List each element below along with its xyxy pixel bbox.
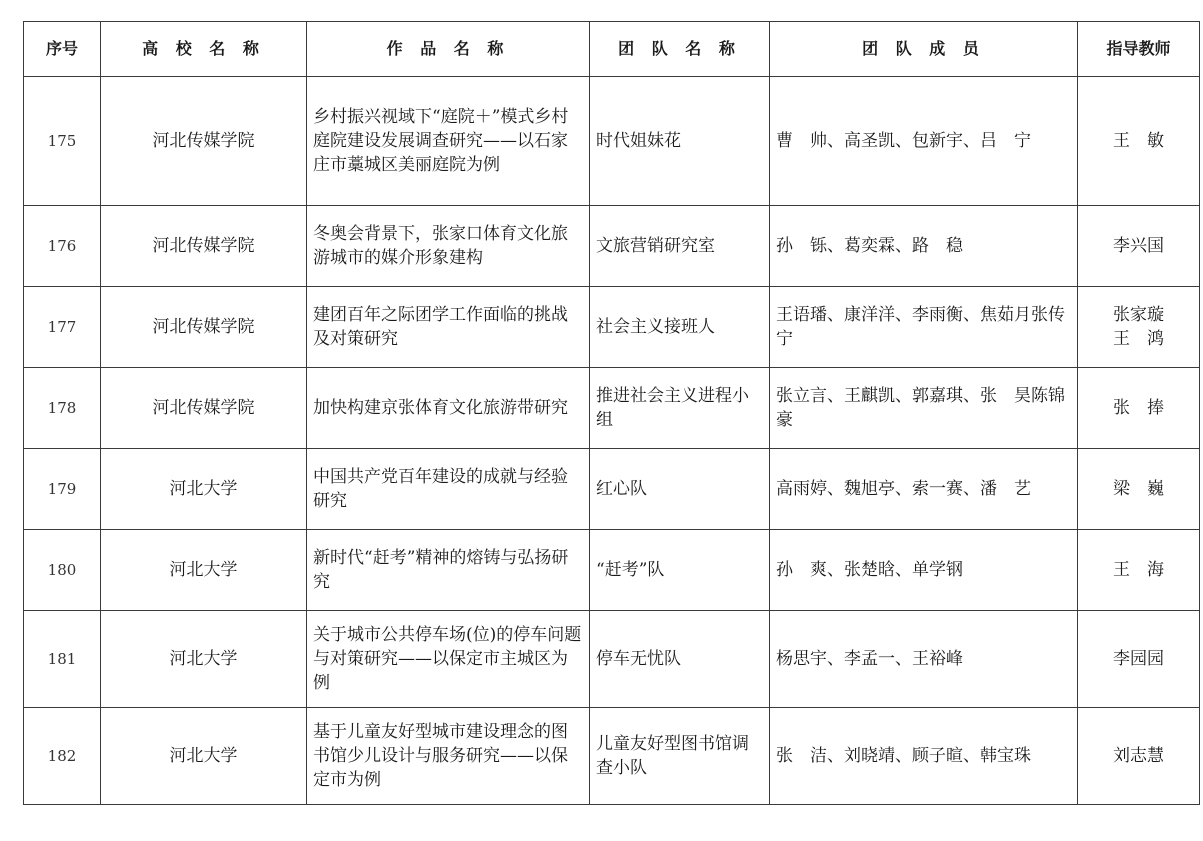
row-teacher xyxy=(1078,449,1200,530)
table-row xyxy=(24,287,1200,368)
table-row xyxy=(24,368,1200,449)
row-school: 河北大学 xyxy=(101,708,307,805)
header-row xyxy=(24,22,1200,77)
teacher-name: 梁 巍 xyxy=(1113,479,1164,499)
table-row xyxy=(24,708,1200,805)
row-work: 关于城市公共停车场(位)的停车问题与对策研究——以保定市主城区为例 xyxy=(307,611,590,708)
row-members: 张立言、王麒凯、郭嘉琪、张 昊陈锦豪 xyxy=(770,368,1078,449)
row-index: 178 xyxy=(24,368,101,449)
row-index: 175 xyxy=(24,77,101,206)
header-members: 团 队 成 员 xyxy=(770,22,1078,77)
row-index: 176 xyxy=(24,206,101,287)
row-members: 王语璠、康洋洋、李雨衡、焦茹月张传宁 xyxy=(770,287,1078,368)
teacher-name: 王 敏 xyxy=(1113,131,1164,151)
row-index: 180 xyxy=(24,530,101,611)
teacher-name: 张家璇 xyxy=(1113,305,1164,325)
row-index: 179 xyxy=(24,449,101,530)
row-work: 中国共产党百年建设的成就与经验研究 xyxy=(307,449,590,530)
row-school: 河北传媒学院 xyxy=(101,206,307,287)
row-index: 181 xyxy=(24,611,101,708)
row-members: 张 洁、刘晓靖、顾子暄、韩宝珠 xyxy=(770,708,1078,805)
row-team: 时代姐妹花 xyxy=(590,77,770,206)
teacher-name: 刘志慧 xyxy=(1113,746,1164,766)
row-team: 红心队 xyxy=(590,449,770,530)
row-teacher xyxy=(1078,368,1200,449)
teacher-name: 张 捧 xyxy=(1113,398,1164,418)
header-index: 序号 xyxy=(24,22,101,77)
row-teacher xyxy=(1078,206,1200,287)
row-members: 高雨婷、魏旭亭、索一赛、潘 艺 xyxy=(770,449,1078,530)
row-team: 文旅营销研究室 xyxy=(590,206,770,287)
row-team: 社会主义接班人 xyxy=(590,287,770,368)
row-work: 新时代“赶考”精神的熔铸与弘扬研究 xyxy=(307,530,590,611)
row-work: 乡村振兴视域下“庭院＋”模式乡村庭院建设发展调查研究——以石家庄市藁城区美丽庭院为例 xyxy=(307,77,590,206)
row-index: 177 xyxy=(24,287,101,368)
row-index: 182 xyxy=(24,708,101,805)
row-school: 河北传媒学院 xyxy=(101,287,307,368)
teacher-name: 王 海 xyxy=(1113,560,1164,580)
row-school: 河北大学 xyxy=(101,611,307,708)
row-team: 推进社会主义进程小组 xyxy=(590,368,770,449)
table-row xyxy=(24,530,1200,611)
row-teacher xyxy=(1078,77,1200,206)
row-members: 杨思宇、李孟一、王裕峰 xyxy=(770,611,1078,708)
row-school: 河北传媒学院 xyxy=(101,77,307,206)
header-school: 高 校 名 称 xyxy=(101,22,307,77)
table-row xyxy=(24,206,1200,287)
row-teacher xyxy=(1078,611,1200,708)
row-team: 停车无忧队 xyxy=(590,611,770,708)
teacher-name: 王 鸿 xyxy=(1113,329,1164,349)
row-work: 基于儿童友好型城市建设理念的图书馆少儿设计与服务研究——以保定市为例 xyxy=(307,708,590,805)
row-work: 加快构建京张体育文化旅游带研究 xyxy=(307,368,590,449)
row-school: 河北大学 xyxy=(101,530,307,611)
row-team: 儿童友好型图书馆调查小队 xyxy=(590,708,770,805)
table-row xyxy=(24,77,1200,206)
row-work: 冬奥会背景下，张家口体育文化旅游城市的媒介形象建构 xyxy=(307,206,590,287)
row-teacher xyxy=(1078,708,1200,805)
row-school: 河北大学 xyxy=(101,449,307,530)
header-team: 团 队 名 称 xyxy=(590,22,770,77)
teacher-name: 李兴国 xyxy=(1113,236,1164,256)
header-teacher: 指导教师 xyxy=(1078,22,1200,77)
row-work: 建团百年之际团学工作面临的挑战及对策研究 xyxy=(307,287,590,368)
row-teacher xyxy=(1078,287,1200,368)
award-list-table xyxy=(23,21,1200,805)
row-members: 孙 爽、张楚晗、单学钢 xyxy=(770,530,1078,611)
row-members: 曹 帅、高圣凯、包新宇、吕 宁 xyxy=(770,77,1078,206)
row-teacher xyxy=(1078,530,1200,611)
table-row xyxy=(24,449,1200,530)
row-members: 孙 铄、葛奕霖、路 稳 xyxy=(770,206,1078,287)
header-work: 作 品 名 称 xyxy=(307,22,590,77)
row-team: “赶考”队 xyxy=(590,530,770,611)
table-row xyxy=(24,611,1200,708)
teacher-name: 李园园 xyxy=(1113,649,1164,669)
row-school: 河北传媒学院 xyxy=(101,368,307,449)
